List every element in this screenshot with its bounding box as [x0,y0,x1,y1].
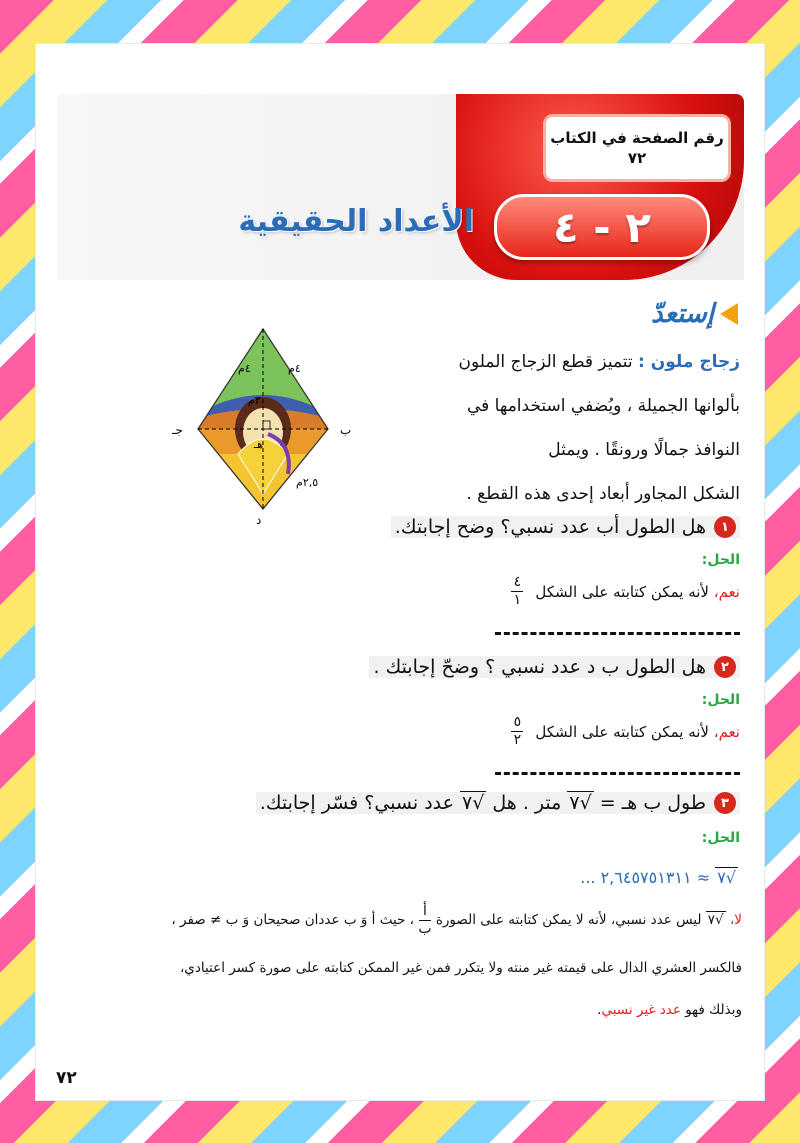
explanation-line-1 [52,902,742,939]
square-root-7: √٧ [569,792,592,814]
answer-1-fraction [511,574,523,609]
lesson-title: الأعداد الحقيقية [238,204,474,239]
intro-line-1: تتميز قطع الزجاج الملون [458,352,633,372]
approximation [580,868,738,887]
fraction-numerator: أ [422,902,427,919]
question-number-1: ١ [714,516,736,538]
answer-1 [511,574,740,609]
answer-2-fraction [511,714,523,749]
answer-2-prefix: نعم، [713,722,740,741]
question-2 [369,656,740,678]
answer-2-text: لأنه يمكن كتابته على الشكل [535,722,709,741]
question-2-text: هل الطول ب د عدد نسبي ؟ وضحّ إجابتك . [373,656,706,678]
explanation-irrational: عدد غير نسبي [601,1002,681,1018]
answer-1-prefix: نعم، [713,582,740,601]
get-ready-label: إستعدّ [650,299,714,329]
fraction-numerator: ٥ [513,714,522,730]
page-number: ٧٢ [56,1068,77,1088]
fraction-numerator: ٤ [513,574,522,590]
question-3-text-b: متر . هل [492,792,562,814]
label-top-left: ٤م [238,362,251,375]
square-root-7-b: √٧ [462,792,485,814]
fraction-denominator: ب [418,920,432,937]
book-page-box [543,114,731,182]
question-number-3: ٣ [714,792,736,814]
book-page-number: ٧٢ [627,149,647,167]
worksheet-page [36,44,764,1100]
label-bottom-right: ٢,٥م [296,476,319,489]
fraction-denominator: ٢ [513,732,522,748]
label-left: جـ [172,423,183,437]
approx-symbol: ≈ [696,868,711,887]
arrow-triangle-icon [720,303,738,325]
stained-glass-diagram [168,324,358,530]
root-value: ٧ [707,912,716,928]
intro-line-3: النوافذ جمالًا ورونقًا . ويمثل [548,440,740,460]
explanation-text-b: ، حيث أ وَ ب عددان صحيحان وَ ب ≠ صفر ، [171,912,415,928]
explanation-root: √٧ [707,912,724,928]
root-value: ٧ [717,868,726,887]
solution-label-2: الحل: [701,692,740,708]
explanation-line-3-b: . [597,1002,602,1018]
question-1 [391,516,740,538]
explanation-fraction [418,903,431,938]
label-bottom: د [256,513,262,527]
solution-label-1: الحل: [701,552,740,568]
intro-line-2: بألوانها الجميلة ، ويُضفي استخدامها في [466,396,740,416]
question-number-2: ٢ [714,656,736,678]
explanation-line-3-a: وبذلك فهو [685,1002,742,1018]
explanation-line-2: فالكسر العشري الدال على قيمته غير منته ولا يتكرر فمن غير الممكن كتابته على صورة كسر اعتيادي، [179,960,742,976]
fraction-denominator: ١ [513,592,522,608]
book-page-label: رقم الصفحة في الكتاب [550,129,724,147]
question-3 [256,792,740,814]
label-top-right: ٤م [288,362,301,375]
answer-2 [511,714,740,749]
approx-value: ٢,٦٤٥٧٥١٣١١ ... [580,868,692,887]
root-value: ٧ [569,792,580,814]
lesson-number-badge: ٢ - ٤ [494,194,710,260]
question-1-text: هل الطول أب عدد نسبي؟ وضح إجابتك. [394,516,706,538]
solution-label-3: الحل: [701,830,740,846]
intro-paragraph [380,340,740,516]
explanation-line-3 [52,992,742,1029]
label-right: ب [340,423,352,437]
question-3-text-a: طول ب هـ = [599,792,706,814]
label-center-point: هـ [254,438,264,451]
explanation-text-a: ليس عدد نسبي، لأنه لا يمكن كتابته على الصورة [435,912,702,928]
approx-root: √٧ [717,868,736,887]
explanation-no: لا، [729,912,742,928]
divider-1 [495,632,740,635]
divider-2 [495,772,740,775]
question-3-text-c: عدد نسبي؟ فسّر إجابتك. [259,792,454,814]
root-value: ٧ [462,792,473,814]
intro-line-4: الشكل المجاور أبعاد إحدى هذه القطع . [466,484,740,504]
intro-topic: زجاج ملون : [638,352,740,372]
label-center-height: ٣م [248,394,261,407]
get-ready-heading [651,299,738,329]
answer-1-text: لأنه يمكن كتابته على الشكل [535,582,709,601]
